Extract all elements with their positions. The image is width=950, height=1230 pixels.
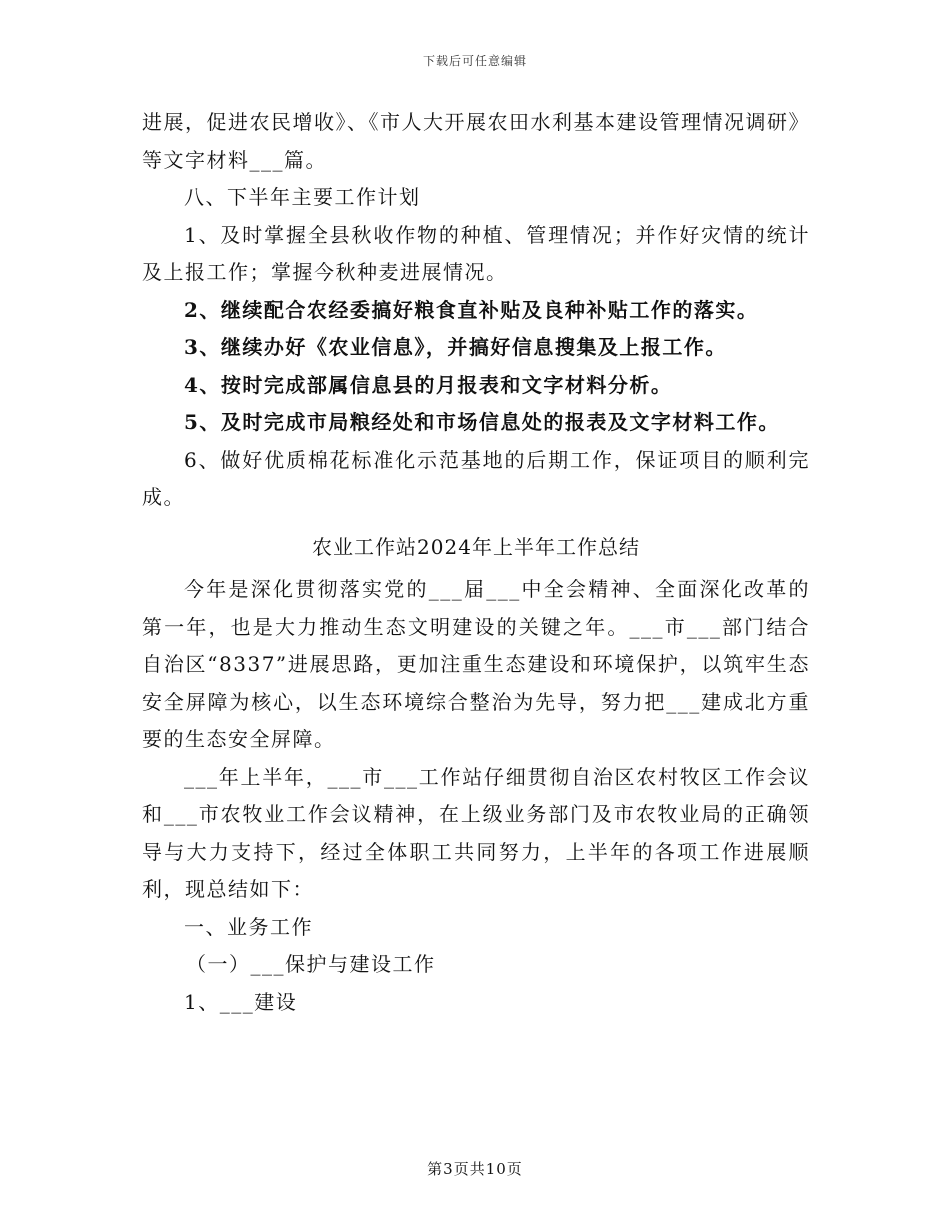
page-number: 第3页共10页	[427, 1160, 523, 1178]
section-heading-plan: 八、下半年主要工作计划	[184, 185, 421, 209]
intro-paragraph-2: ___年上半年，___市___工作站仔细贯彻自治区农村牧区工作会议和___市农牧业工作会议精神，在上级业务部门及市农牧业局的正确领导与大力支持下，经过全体职工共同努力，上半年的各项工作进展顺利，现总结如下：	[142, 764, 810, 901]
item-heading-construction: 1、___建设	[184, 989, 298, 1014]
document-body	[142, 104, 810, 1021]
document-title: 农业工作站2024年上半年工作总结	[312, 534, 640, 559]
plan-item-2: 2、继续配合农经委搞好粮食直补贴及良种补贴工作的落实。	[184, 297, 759, 322]
plan-item-6: 6、做好优质棉花标准化示范基地的后期工作，保证项目的顺利完成。	[142, 447, 810, 509]
paragraph-continuation: 进展，促进农民增收》、《市人大开展农田水利基本建设管理情况调研》等文字材料___篇。	[142, 110, 810, 172]
page-header-note: 下载后可任意编辑	[422, 54, 527, 68]
subsection-heading-protection: （一）___保护与建设工作	[186, 952, 436, 976]
section-heading-business: 一、业务工作	[184, 914, 313, 939]
plan-item-4: 4、按时完成部属信息县的月报表和文字材料分析。	[184, 372, 673, 397]
plan-item-1: 1、及时掌握全县秋收作物的种植、管理情况；并作好灾情的统计及上报工作；掌握今秋种麦进展情况。	[142, 222, 810, 284]
plan-item-5: 5、及时完成市局粮经处和市场信息处的报表及文字材料工作。	[184, 410, 780, 434]
intro-paragraph-1: 今年是深化贯彻落实党的___届___中全会精神、全面深化改革的第一年，也是大力推动生态文明建设的关键之年。___市___部门结合自治区“8337”进展思路，更加注重生态建设和环境保护，以筑牢生态安全屏障为核心，以生态环境综合整治为先导，努力把___建成北方重要的生态安全屏障。	[142, 577, 810, 751]
plan-item-3: 3、继续办好《农业信息》，并搞好信息搜集及上报工作。	[184, 335, 727, 359]
